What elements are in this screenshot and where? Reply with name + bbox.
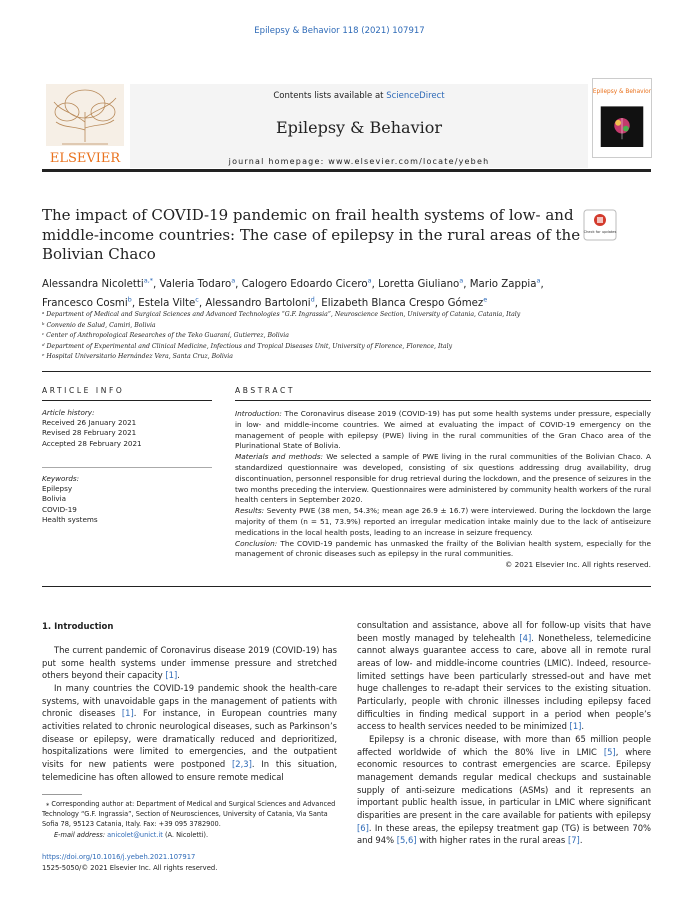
article-history <box>42 408 212 449</box>
paragraph: Epilepsy is a chronic disease, with more than 65 million people affected worldwide of which the 80% live in LMIC [5], where economic resources to contrast emergencies are scarce. Epilepsy management demands regular medical checkups and sustainable supply of anti-seizure medications (ASMs) and it represents an important public health issue, in particular in LMIC where significant disparities are present in the care available for patients with epilepsy [6]. In these areas, the epilepsy treatment gap (TG) is between 70% and 94% [5,6] with higher rates in the rural areas [7]. <box>357 733 652 846</box>
abstract-introduction: Introduction: The Coronavirus disease 2019 (COVID-19) has put some health systems under pressure, especially in low- and middle-income countries. We aimed at evaluating the impact of COVID-19 emergency on the management of people with epilepsy (PWE) living in the rural communities of the Gran Chaco area of the Plurinational State of Bolivia. <box>235 409 651 451</box>
masthead-band <box>130 84 588 168</box>
author-name[interactable]: Elizabeth Blanca Crespo Gómez$^e$ <box>321 295 488 310</box>
journal-homepage[interactable]: journal homepage: www.elsevier.com/locate/yebeh <box>228 157 490 166</box>
paragraph: The current pandemic of Coronavirus disease 2019 (COVID-19) has put some health systems under immense pressure and stretched others beyond their capacity [1]. <box>42 645 337 681</box>
author-name[interactable]: Alessandra Nicoletti$^{a,*}$ <box>42 277 154 291</box>
elsevier-logo <box>42 82 128 168</box>
article-title: The impact of COVID-19 pandemic on frail health systems of low- and middle-income countries: The case of epilepsy in the rural areas of the Bolivian Chaco <box>42 206 581 263</box>
journal-cover <box>592 78 652 158</box>
check-for-updates-icon[interactable] <box>583 209 617 241</box>
keywords-label: Keywords: <box>42 474 80 483</box>
divider <box>42 467 212 468</box>
keyword-item: Epilepsy <box>42 484 73 494</box>
affiliation-item: ᵃ Department of Medical and Surgical Sciences and Advanced Technologies “G.F. Ingrassia”, Neuroscience Section, University of Catania, Catania, Italy <box>42 311 521 318</box>
author-name[interactable]: Estela Vilte$^c$ <box>138 295 199 310</box>
affiliation-item: ᵉ Hospital Universitario Hernández Vera, Santa Cruz, Bolivia <box>42 353 233 360</box>
sciencedirect-link[interactable]: ScienceDirect <box>386 91 445 101</box>
author-name[interactable]: Calogero Edoardo Cicero$^a$ <box>241 277 372 291</box>
history-item: Accepted 28 February 2021 <box>42 438 142 448</box>
reference-link[interactable]: [6] <box>357 822 369 833</box>
right-column <box>357 619 651 847</box>
email-line: E-mail address: anicolet@unict.it (A. Nicoletti). <box>54 830 209 839</box>
abstract-results: Results: Seventy PWE (38 men, 54.3%; mean age 26.9 ± 16.7) were interviewed. During the lockdown the large majority of them (n = 51, 73.9%) reported an irregular medication intake mainly due to the lack of antiseizure medications in the local health posts, leading to an increase in seizure frequency. <box>235 506 651 537</box>
affiliation-item: ᵈ Department of Experimental and Clinical Medicine, Infectious and Tropical Diseases Unit, University of Florence, Florence, Italy <box>42 342 453 350</box>
reference-link[interactable]: [4] <box>519 632 532 643</box>
reference-link[interactable]: [1] <box>569 721 582 732</box>
reference-link[interactable]: [7] <box>567 835 580 846</box>
author-name[interactable]: Loretta Giuliano$^a$ <box>378 277 464 291</box>
abstract-methods: Materials and methods: We selected a sample of PWE living in the rural communities of the Bolivian Chaco. A standardized questionnaire was developed, consisting of six questions addressing drug availability, drug discontinuation, personnel responsible for drug retrieval during the lockdown, and the presence of seizures in the two months preceding the interview. Questionnaires were administered by community health workers of the rural health centers in September 2020. <box>235 452 651 505</box>
doi-link[interactable]: https://doi.org/10.1016/j.yebeh.2021.107917 <box>42 853 196 861</box>
elsevier-wordmark: ELSEVIER <box>49 151 121 166</box>
email-link[interactable]: anicolet@unict.it <box>107 830 163 839</box>
reference-link[interactable]: [5,6] <box>396 835 417 846</box>
history-label: Article history: <box>42 408 95 417</box>
journal-masthead <box>42 76 651 172</box>
keyword-item: Health systems <box>42 514 98 524</box>
abstract-copyright: © 2021 Elsevier Inc. All rights reserved. <box>504 560 651 570</box>
author-name[interactable]: Mario Zappia$^a$ <box>469 277 541 291</box>
history-item: Revised 28 February 2021 <box>42 428 137 438</box>
affiliation-list <box>42 310 652 363</box>
paragraph: consultation and assistance, above all for follow-up visits that have been mostly managed by telehealth [4]. Nonetheless, telemedicine cannot always guarantee access to care, above all in remote rural areas of low- and middle-income countries (LMIC). Indeed, resource-limited settings have been particularly stressed-out and have met huge challenges to re-adapt their services to the existing situation. Particularly, people with chronic illnesses including epilepsy faced difficulties in finding medical support in a period when people’s access to health services needed to be minimized [1]. <box>357 620 651 732</box>
reference-link[interactable]: [1] <box>165 670 178 681</box>
section-heading: 1. Introduction <box>42 622 114 632</box>
abstract-body <box>235 409 651 571</box>
author-name[interactable]: Francesco Cosmi$^b$ <box>42 295 132 310</box>
journal-name: Epilepsy & Behavior <box>275 118 443 137</box>
reference-link[interactable]: [5] <box>603 746 616 757</box>
keyword-item: COVID-19 <box>42 504 77 514</box>
author-list: Alessandra Nicoletti$^{a,*}$, Valeria Todaro$^a$, Calogero Edoardo Cicero$^a$, Loretta Giuliano$^a$, Mario Zappia$^a$, Francesco Cosmi$^b$, Estela Vilte$^c$, Alessandro Bartoloni$^d$, Elizabeth Blanca Crespo Gómez$^e$ <box>42 277 544 310</box>
affiliation-item: ᵇ Convenio de Salud, Camiri, Bolivia <box>42 321 156 329</box>
keywords <box>42 474 212 525</box>
abstract-conclusion: Conclusion: The COVID-19 pandemic has unmasked the frailty of the Bolivian health system, especially for the management of chronic diseases such as epilepsy in the rural communities. <box>235 538 651 559</box>
issn-line: 1525-5050/© 2021 Elsevier Inc. All rights reserved. <box>42 864 218 872</box>
cover-title: Epilepsy & Behavior <box>593 88 651 95</box>
divider <box>42 586 651 587</box>
corresponding-author-footnote <box>42 799 342 840</box>
divider <box>42 400 212 401</box>
divider <box>235 400 651 401</box>
reference-link[interactable]: [2,3] <box>231 758 252 769</box>
paragraph: In many countries the COVID-19 pandemic shook the health-care systems, with unavoidable gaps in the management of patients with chronic diseases [1]. For instance, in European countries many activities related to chronic neurological diseases, such as Parkinson’s disease or epilepsy, were dramatically reduced and deprioritized, hospitalizations were limited to emergencies, and the outpatient visits for new patients were postponed [2,3]. In this situation, telemedicine has often allowed to ensure remote medical <box>42 682 338 782</box>
history-item: Received 26 January 2021 <box>42 418 137 428</box>
contents-prefix: Contents lists available at <box>273 91 387 101</box>
divider <box>42 371 651 372</box>
author-name[interactable]: Alessandro Bartoloni$^d$ <box>205 295 315 310</box>
reference-link[interactable]: [1] <box>121 708 134 719</box>
article-info-heading: ARTICLE INFO <box>42 386 125 395</box>
left-column <box>42 644 337 783</box>
footnote-divider <box>42 794 82 795</box>
affiliation-item: ᶜ Center of Anthropological Researches of the Teko Guaraní, Gutierrez, Bolivia <box>42 332 289 339</box>
journal-citation[interactable]: Epilepsy & Behavior 118 (2021) 107917 <box>254 26 425 36</box>
check-updates-label: Check for updates <box>583 230 617 234</box>
author-name[interactable]: Valeria Todaro$^a$ <box>159 277 236 291</box>
corresponding-author: ⁎ Corresponding author at: Department of Medical and Surgical Sciences and Advanced Technology “G.F. Ingrassia”, Section of Neurosciences, University of Catania, Via Santa Sofia 78, 95123 Catania, Italy. Fax: +39 095 3782900. <box>42 800 336 829</box>
contents-line <box>130 91 588 101</box>
abstract-heading: ABSTRACT <box>235 386 296 395</box>
keyword-item: Bolivia <box>42 494 66 504</box>
